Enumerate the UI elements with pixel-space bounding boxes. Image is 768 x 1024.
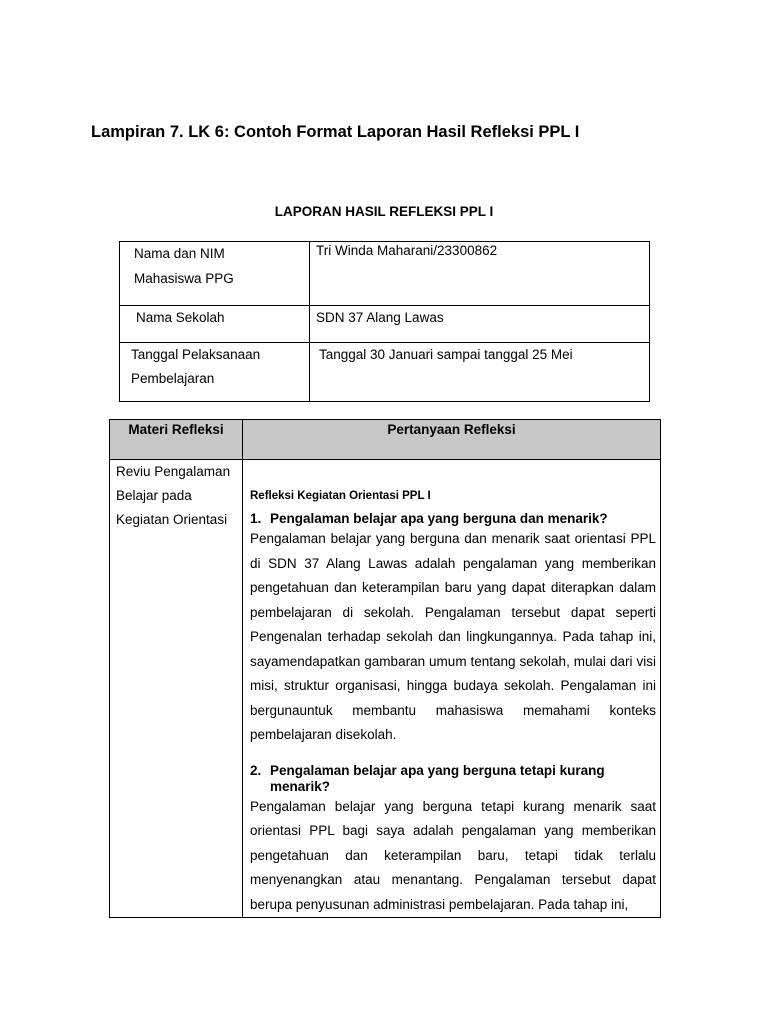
question-2-text: Pengalaman belajar apa yang berguna tetapi kurang menarik? bbox=[270, 762, 605, 794]
school-label-cell bbox=[120, 306, 310, 343]
identity-row-date bbox=[120, 343, 650, 402]
section-title: Refleksi Kegiatan Orientasi PPL I bbox=[250, 490, 431, 502]
date-label-cell bbox=[120, 343, 310, 402]
nim-label-cell bbox=[120, 242, 310, 306]
nim-label-line2: Mahasiswa PPG bbox=[134, 271, 234, 286]
reflection-header-row bbox=[110, 420, 661, 460]
date-label-line2: Pembelajaran bbox=[131, 371, 215, 386]
question-column-header: Pertanyaan Refleksi bbox=[243, 420, 661, 460]
date-value-cell bbox=[310, 343, 650, 402]
material-column-header: Materi Refleksi bbox=[110, 420, 243, 460]
report-title: LAPORAN HASIL REFLEKSI PPL I bbox=[274, 204, 494, 219]
question-2 bbox=[250, 763, 656, 795]
question-cell bbox=[243, 460, 661, 918]
school-value-cell bbox=[310, 306, 650, 343]
material-line1: Reviu Pengalaman bbox=[116, 464, 231, 479]
school-label: Nama Sekolah bbox=[136, 310, 225, 325]
material-line2: Belajar pada bbox=[116, 488, 192, 503]
answer-1: Pengalaman belajar yang berguna dan menarik saat orientasi PPL di SDN 37 Alang Lawas adalah pengalaman yang memberikan pengetahuan dan keterampilan baru yang dapat diterapkan dalam pembelajaran di sekolah. Pengalaman tersebut dapat seperti Pengenalan terhadap sekolah dan lingkungannya. Pada tahap ini, sayamendapatkan gambaran umum tentang sekolah, mulai dari visi misi, struktur organisasi, hingga budaya sekolah. Pengalaman ini bergunauntuk membantu mahasiswa memahami konteks pembelajaran disekolah. bbox=[250, 531, 656, 742]
nim-label-line1: Nama dan NIM bbox=[134, 246, 225, 261]
document-heading: Lampiran 7. LK 6: Contoh Format Laporan Hasil Refleksi PPL I bbox=[91, 123, 580, 141]
identity-row-school bbox=[120, 306, 650, 343]
school-value: SDN 37 Alang Lawas bbox=[316, 310, 444, 325]
reflection-table bbox=[109, 419, 661, 918]
identity-row-nim bbox=[120, 242, 650, 306]
nim-value-cell bbox=[310, 242, 650, 306]
question-1 bbox=[250, 511, 656, 527]
answer-2: Pengalaman belajar yang berguna tetapi kurang menarik saat orientasi PPL bagi saya adalah pengalaman yang memberikan pengetahuan dan keterampilan baru, tetapi tidak terlalu menyenangkan atau menantang. Pengalaman tersebut dapat berupa penyusunan administrasi pembelajaran. Pada tahap ini, bbox=[250, 798, 656, 912]
question-1-number: 1. bbox=[250, 511, 262, 526]
identity-table bbox=[119, 241, 650, 402]
material-cell bbox=[110, 460, 243, 918]
question-1-text: Pengalaman belajar apa yang berguna dan menarik? bbox=[270, 511, 608, 526]
reflection-body-row bbox=[110, 460, 661, 918]
date-label-line1: Tanggal Pelaksanaan bbox=[131, 347, 261, 362]
date-value: Tanggal 30 Januari sampai tanggal 25 Mei bbox=[319, 347, 573, 362]
nim-value: Tri Winda Maharani/23300862 bbox=[316, 243, 498, 258]
material-line3: Kegiatan Orientasi bbox=[116, 512, 228, 527]
question-2-number: 2. bbox=[250, 762, 262, 778]
